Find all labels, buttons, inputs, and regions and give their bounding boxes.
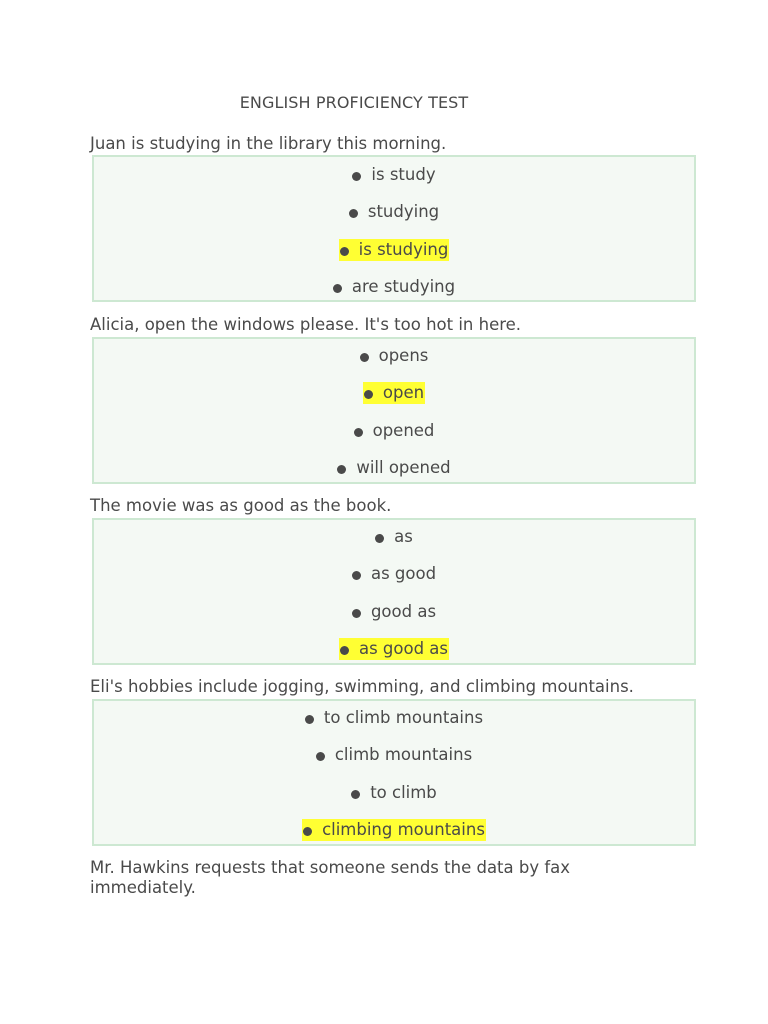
question-5-text: Mr. Hawkins requests that someone sends the data by fax immediately. xyxy=(90,858,571,897)
bullet-icon xyxy=(340,247,349,256)
option-label: as xyxy=(394,527,413,546)
option-1-3-selected[interactable] xyxy=(94,238,694,262)
bullet-icon xyxy=(340,646,349,655)
option-3-4-selected[interactable] xyxy=(94,637,694,661)
option-3-2[interactable] xyxy=(94,562,694,586)
option-2-3[interactable] xyxy=(94,419,694,443)
option-label: studying xyxy=(367,202,440,221)
option-2-4[interactable] xyxy=(94,456,694,480)
option-3-1[interactable] xyxy=(94,525,694,549)
option-label: to climb mountains xyxy=(323,708,484,727)
option-label: climb mountains xyxy=(334,745,473,764)
question-2-options xyxy=(92,337,696,484)
option-4-4-selected[interactable] xyxy=(94,818,694,842)
bullet-icon xyxy=(352,609,361,618)
bullet-icon xyxy=(354,428,363,437)
option-label: climbing mountains xyxy=(322,820,485,839)
question-4-text: Eli's hobbies include jogging, swimming, and climbing mountains. xyxy=(90,677,634,696)
page-title: ENGLISH PROFICIENCY TEST xyxy=(239,93,469,112)
bullet-icon xyxy=(337,465,346,474)
question-1-options xyxy=(92,155,696,302)
option-4-3[interactable] xyxy=(94,781,694,805)
question-3-text: The movie was as good as the book. xyxy=(90,496,392,515)
option-label: is studying xyxy=(358,240,449,259)
bullet-icon xyxy=(375,534,384,543)
option-4-2[interactable] xyxy=(94,743,694,767)
question-1-text: Juan is studying in the library this morning. xyxy=(90,134,447,153)
bullet-icon xyxy=(349,209,358,218)
bullet-icon xyxy=(303,827,312,836)
option-2-2-selected[interactable] xyxy=(94,381,694,405)
option-2-1[interactable] xyxy=(94,344,694,368)
bullet-icon xyxy=(352,172,361,181)
option-3-3[interactable] xyxy=(94,600,694,624)
bullet-icon xyxy=(364,390,373,399)
option-label: is study xyxy=(371,165,436,184)
bullet-icon xyxy=(333,284,342,293)
option-1-1[interactable] xyxy=(94,163,694,187)
option-label: opens xyxy=(378,346,429,365)
option-label: as good as xyxy=(358,639,449,658)
bullet-icon xyxy=(360,353,369,362)
option-1-4[interactable] xyxy=(94,275,694,299)
option-label: will opened xyxy=(356,458,451,477)
bullet-icon xyxy=(352,571,361,580)
bullet-icon xyxy=(351,790,360,799)
option-label: open xyxy=(382,383,425,402)
option-1-2[interactable] xyxy=(94,200,694,224)
question-2-text: Alicia, open the windows please. It's too hot in here. xyxy=(90,315,522,334)
option-label: to climb xyxy=(370,783,437,802)
bullet-icon xyxy=(305,715,314,724)
option-label: good as xyxy=(370,602,437,621)
option-4-1[interactable] xyxy=(94,706,694,730)
option-label: as good xyxy=(370,564,437,583)
question-3-options xyxy=(92,518,696,665)
option-label: are studying xyxy=(351,277,456,296)
question-4-options xyxy=(92,699,696,846)
option-label: opened xyxy=(372,421,435,440)
bullet-icon xyxy=(316,752,325,761)
